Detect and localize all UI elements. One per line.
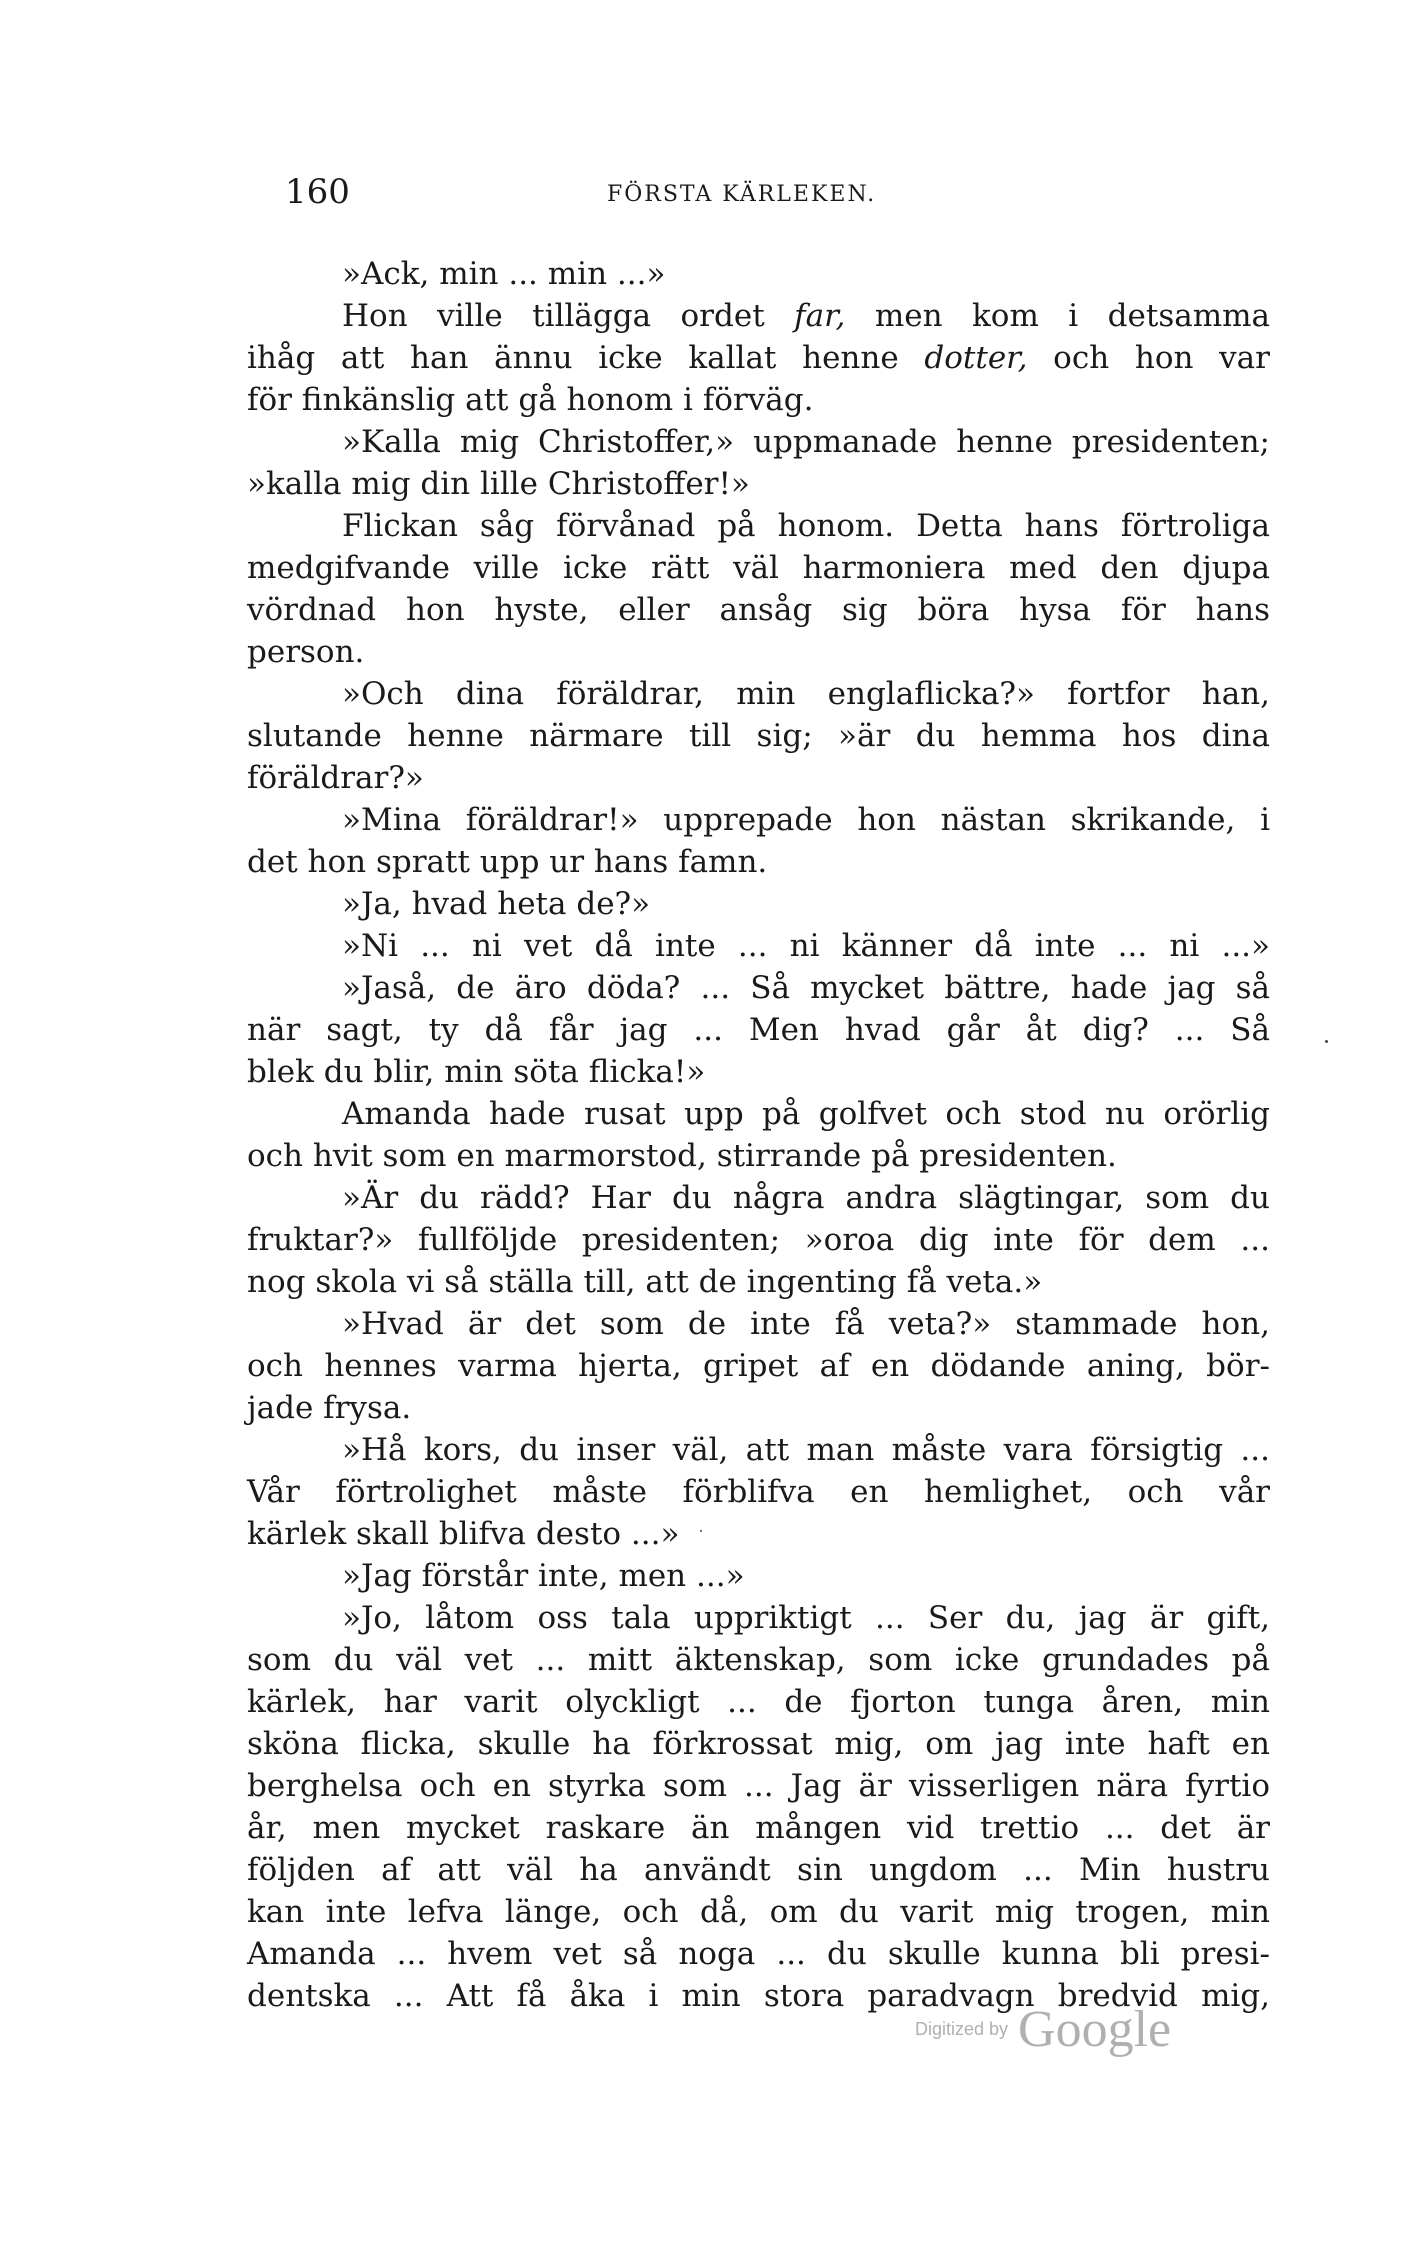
text-line: när sagt, ty då får jag ... Men hvad går åt dig? ... Så xyxy=(247,1012,1270,1048)
body-text xyxy=(247,253,1270,2017)
text-line: för finkänslig att gå honom i förväg. xyxy=(247,382,814,418)
text-line: nog skola vi så ställa till, att de ingenting få veta.» xyxy=(247,1264,1043,1300)
text-line: föräldrar?» xyxy=(247,760,424,796)
text-line: Hon ville tillägga ordet far, men kom i detsamma xyxy=(342,298,1270,334)
text-line: kan inte lefva länge, och då, om du varit mig trogen, min xyxy=(247,1894,1270,1930)
text-line: »Ack, min ... min ...» xyxy=(342,256,666,292)
text-line: »Hvad är det som de inte få veta?» stammade hon, xyxy=(342,1306,1270,1342)
text-line: »kalla mig din lille Christoffer!» xyxy=(247,466,750,502)
text-line: och hennes varma hjerta, gripet af en dödande aning, bör- xyxy=(247,1348,1270,1384)
text-line: och hvit som en marmorstod, stirrande på presidenten. xyxy=(247,1138,1117,1174)
text-line: Vår förtrolighet måste förblifva en hemlighet, och vår xyxy=(247,1474,1270,1510)
text-line: jade frysa. xyxy=(247,1390,412,1426)
page-number: 160 xyxy=(285,172,350,212)
text-line: »Jo, låtom oss tala uppriktigt ... Ser du, jag är gift, xyxy=(342,1600,1270,1636)
text-line: »Mina föräldrar!» upprepade hon nästan skrikande, i xyxy=(342,802,1270,838)
text-line: sköna flicka, skulle ha förkrossat mig, om jag inte haft en xyxy=(247,1726,1270,1762)
page-header xyxy=(247,172,1270,222)
text-line: Amanda hade rusat upp på golfvet och stod nu orörlig xyxy=(342,1096,1270,1132)
text-line: berghelsa och en styrka som ... Jag är visserligen nära fyrtio xyxy=(247,1768,1270,1804)
text-line: som du väl vet ... mitt äktenskap, som icke grundades på xyxy=(247,1642,1270,1678)
google-logo: Google xyxy=(1018,2001,1172,2058)
text-line: Amanda ... hvem vet så noga ... du skulle kunna bli presi- xyxy=(247,1936,1270,1972)
text-line: det hon spratt upp ur hans famn. xyxy=(247,844,768,880)
print-speck xyxy=(700,1530,702,1532)
text-line: »Ja, hvad heta de?» xyxy=(342,886,651,922)
text-line: person. xyxy=(247,634,365,670)
text-line: Flickan såg förvånad på honom. Detta hans förtroliga xyxy=(342,508,1270,544)
text-line: »Jaså, de äro döda? ... Så mycket bättre, hade jag så xyxy=(342,970,1270,1006)
running-head: FÖRSTA KÄRLEKEN. xyxy=(607,182,877,207)
text-line: kärlek skall blifva desto ...» xyxy=(247,1516,680,1552)
text-line: ihåg att han ännu icke kallat henne dotter, och hon var xyxy=(247,340,1270,376)
watermark-prefix: Digitized by xyxy=(915,2019,1009,2039)
text-line: »Ni ... ni vet då inte ... ni känner då inte ... ni ...» xyxy=(342,928,1270,964)
text-line: fruktar?» fullföljde presidenten; »oroa dig inte för dem ... xyxy=(247,1222,1270,1258)
text-line: följden af att väl ha användt sin ungdom ... Min hustru xyxy=(247,1852,1270,1888)
text-line: »Hå kors, du inser väl, att man måste vara försigtig ... xyxy=(342,1432,1270,1468)
digitization-watermark xyxy=(915,2000,1171,2059)
text-line: blek du blir, min söta flicka!» xyxy=(247,1054,706,1090)
text-line: slutande henne närmare till sig; »är du hemma hos dina xyxy=(247,718,1270,754)
print-speck xyxy=(1325,1040,1328,1043)
text-line: medgifvande ville icke rätt väl harmoniera med den djupa xyxy=(247,550,1270,586)
text-line: »Jag förstår inte, men ...» xyxy=(342,1558,745,1594)
text-line: »Är du rädd? Har du några andra slägtingar, som du xyxy=(342,1180,1270,1216)
text-line: vördnad hon hyste, eller ansåg sig böra hysa för hans xyxy=(247,592,1270,628)
text-line: dentska ... Att få åka i min stora paradvagn bredvid mig, xyxy=(247,1978,1270,2014)
text-line: »Och dina föräldrar, min englaflicka?» fortfor han, xyxy=(342,676,1270,712)
text-line: år, men mycket raskare än mången vid trettio ... det är xyxy=(247,1810,1270,1846)
text-line: »Kalla mig Christoffer,» uppmanade henne presidenten; xyxy=(342,424,1270,460)
text-line: kärlek, har varit olyckligt ... de fjorton tunga åren, min xyxy=(247,1684,1270,1720)
